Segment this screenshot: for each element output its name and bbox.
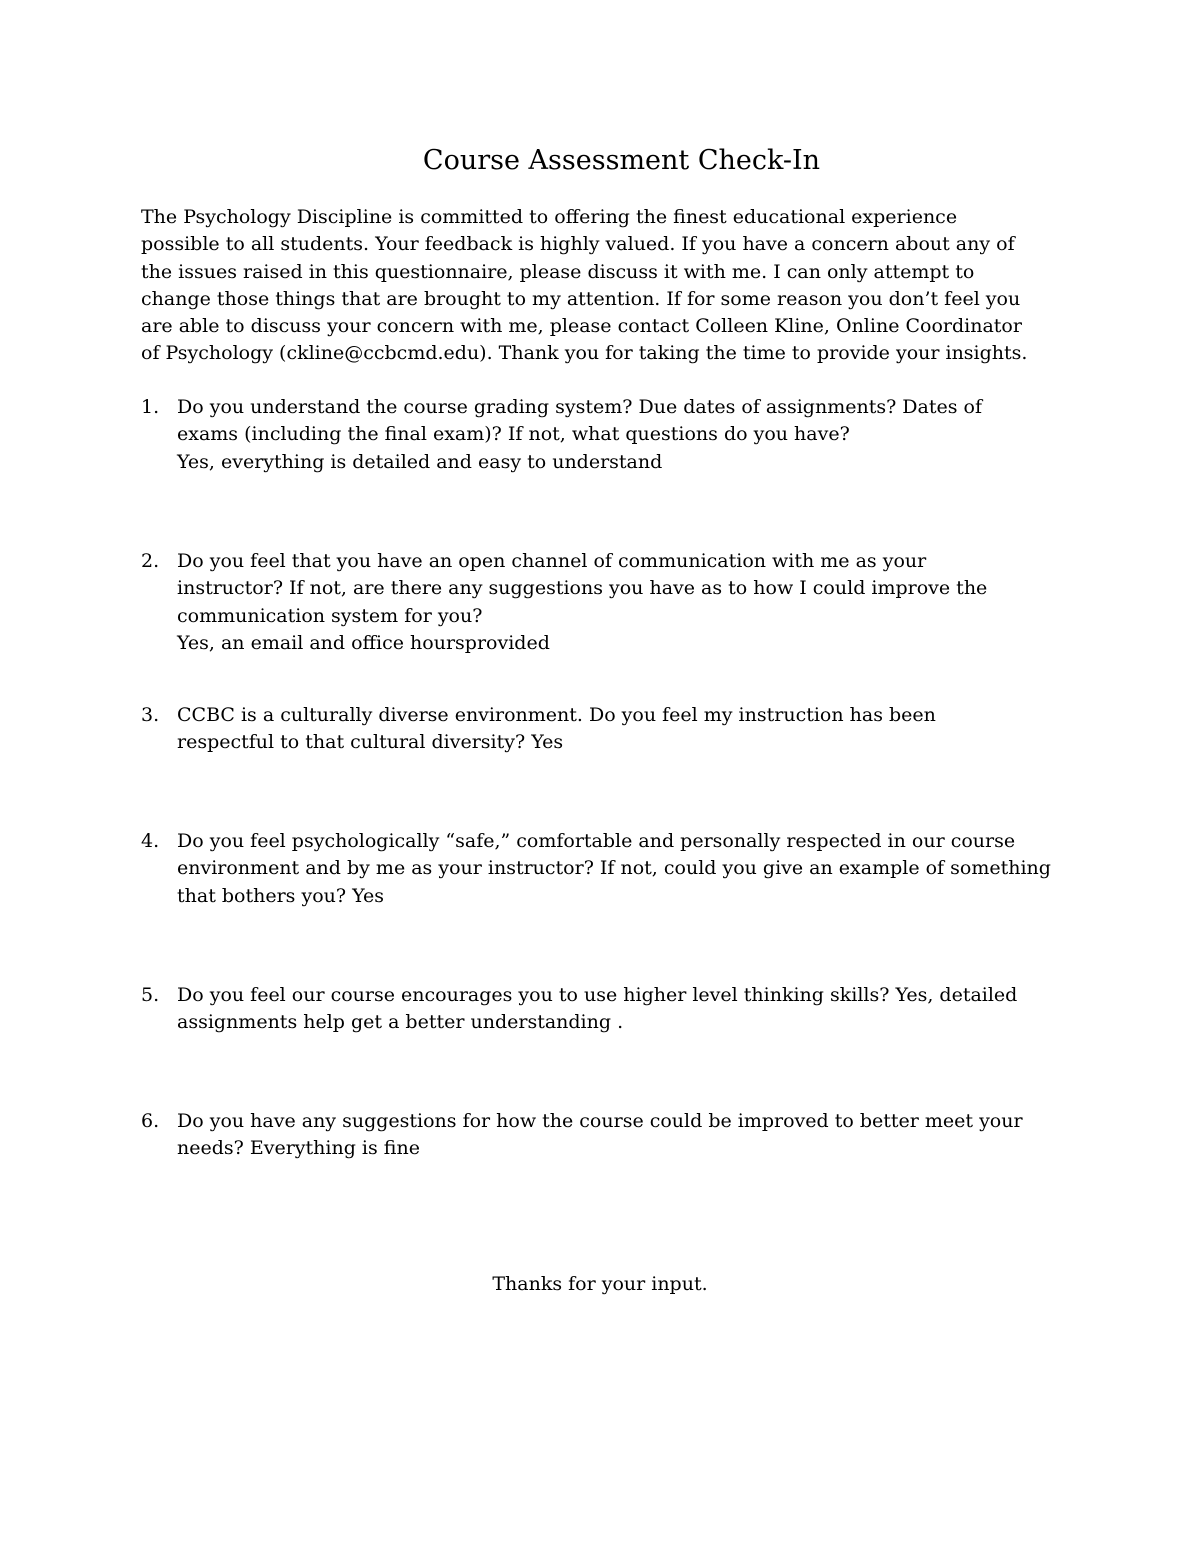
question-number: 1. — [141, 396, 160, 418]
intro-line: of Psychology (ckline@ccbcmd.edu). Thank you for taking the time to provide your insights. — [141, 342, 1028, 365]
question-number: 4. — [141, 830, 160, 852]
question-line: assignments help get a better understanding . — [177, 1011, 624, 1034]
question-number: 5. — [141, 984, 160, 1006]
question-body — [177, 702, 1107, 757]
page-title: Course Assessment Check-In — [422, 145, 821, 176]
question-line: Do you understand the course grading system? Due dates of assignments? Dates of — [177, 396, 983, 418]
question-line: Do you have any suggestions for how the course could be improved to better meet your — [177, 1110, 1023, 1132]
question-line: CCBC is a culturally diverse environment. Do you feel my instruction has been — [177, 704, 936, 726]
intro-line: change those things that are brought to my attention. If for some reason you don’t feel you — [141, 287, 1021, 310]
question-line: exams (including the final exam)? If not, what questions do you have? — [177, 423, 850, 446]
closing-text: Thanks for your input. — [492, 1273, 708, 1295]
intro-line: The Psychology Discipline is committed to offering the finest educational experience — [141, 206, 958, 228]
question-number: 2. — [141, 550, 160, 572]
question-line: needs? Everything is fine — [177, 1137, 420, 1160]
answer-line: Yes, an email and office hoursprovided — [177, 631, 550, 654]
question-number: 6. — [141, 1110, 160, 1132]
question-line: that bothers you? Yes — [177, 884, 384, 907]
intro-paragraph — [141, 204, 1101, 368]
question-body — [177, 1108, 1107, 1163]
question-line: Do you feel that you have an open channel of communication with me as your — [177, 550, 927, 572]
question-line: Do you feel psychologically “safe,” comfortable and personally respected in our course — [177, 830, 1016, 852]
intro-line: are able to discuss your concern with me, please contact Colleen Kline, Online Coordinator — [141, 315, 1022, 338]
question-body — [177, 828, 1107, 910]
question-body — [177, 548, 1107, 657]
intro-line: the issues raised in this questionnaire, please discuss it with me. I can only attempt to — [141, 260, 975, 283]
question-line: instructor? If not, are there any suggestions you have as to how I could improve the — [177, 577, 988, 600]
question-line: respectful to that cultural diversity? Yes — [177, 731, 564, 754]
question-line: environment and by me as your instructor? If not, could you give an example of something — [177, 857, 1051, 880]
question-body — [177, 394, 1107, 476]
answer-line: Yes, everything is detailed and easy to understand — [177, 450, 663, 473]
question-line: Do you feel our course encourages you to use higher level thinking skills? Yes, detailed — [177, 984, 1018, 1006]
question-body — [177, 982, 1107, 1037]
intro-line: possible to all students. Your feedback is highly valued. If you have a concern about any of — [141, 233, 1015, 256]
question-line: communication system for you? — [177, 604, 483, 627]
question-number: 3. — [141, 704, 160, 726]
